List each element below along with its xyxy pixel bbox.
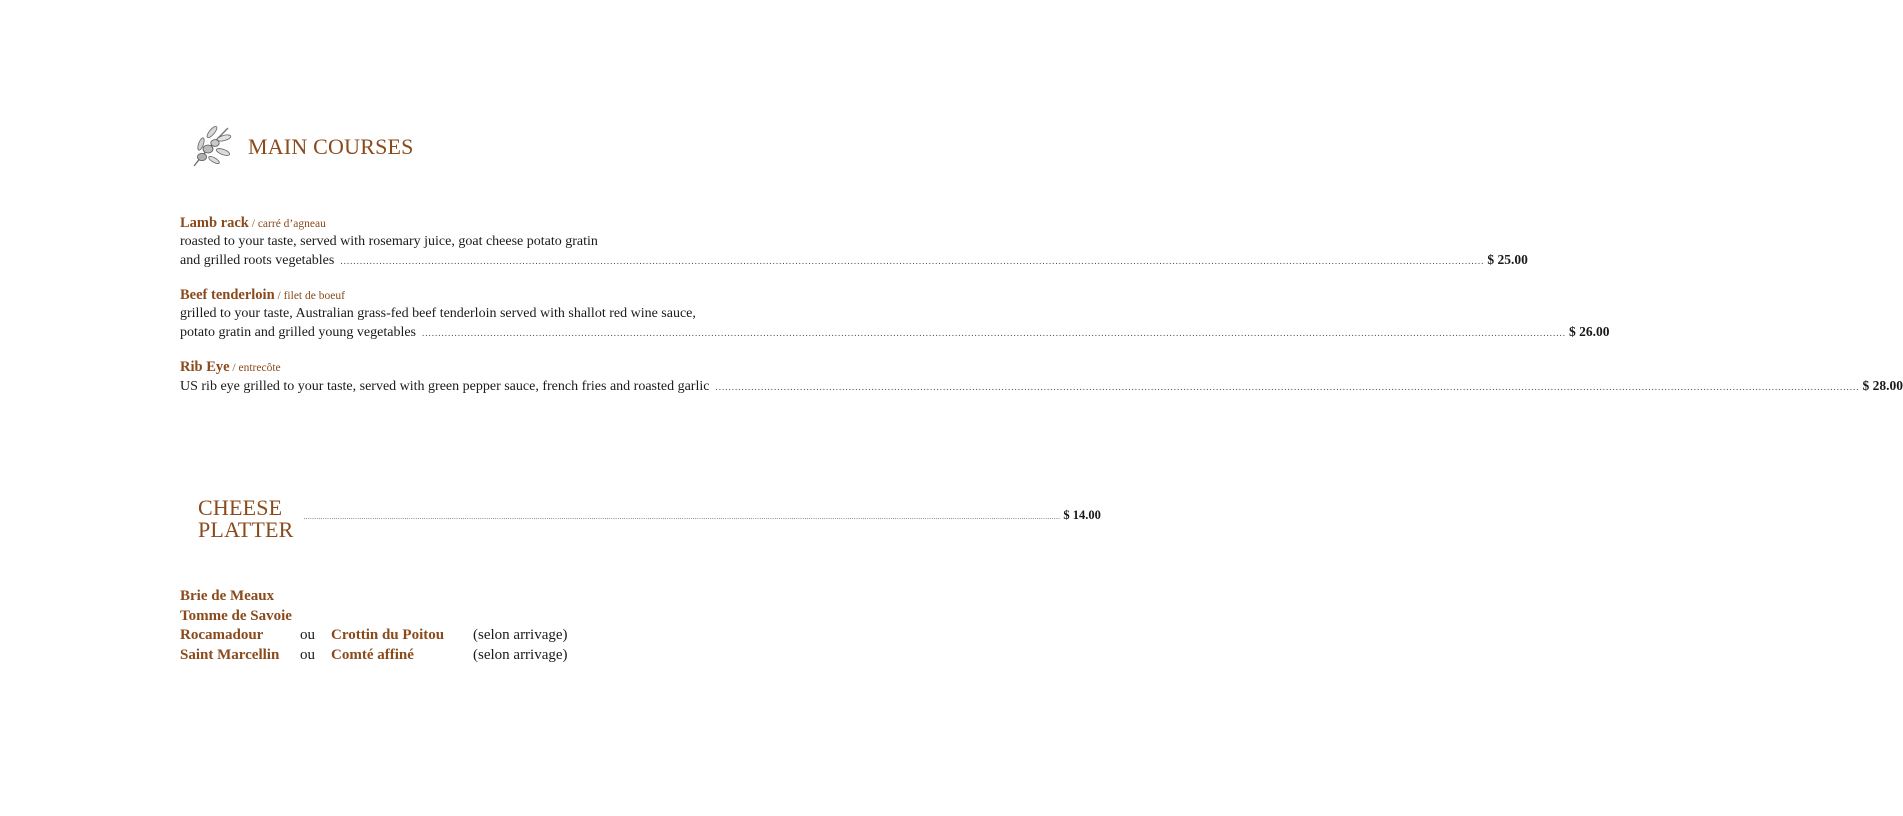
dish-description-line: and grilled roots vegetables xyxy=(180,253,335,268)
cheese-name: Tomme de Savoie xyxy=(180,607,292,624)
cheese-name: Rocamadour xyxy=(180,627,264,644)
cheese-list xyxy=(180,587,568,666)
section-title-main-courses: MAIN COURSES xyxy=(248,134,414,159)
cheese-platter-header xyxy=(186,494,1101,544)
cheese-row xyxy=(180,626,568,646)
dish-separator: / xyxy=(274,290,284,302)
olive-branch-icon xyxy=(188,122,236,172)
dish-separator: / xyxy=(248,218,258,230)
cheese-or: ou xyxy=(300,627,315,644)
menu-item-lamb-rack xyxy=(180,214,1528,270)
menu-item-rib-eye xyxy=(180,358,1903,396)
dish-name: Beef tenderloin xyxy=(180,287,275,303)
cheese-name: Saint Marcellin xyxy=(180,647,280,664)
cheese-name-alt: Comté affiné xyxy=(331,647,414,664)
cheese-row xyxy=(180,607,568,627)
dish-french-name: filet de boeuf xyxy=(283,290,345,302)
dish-description-line: roasted to your taste, served with rosemary juice, goat cheese potato gratin xyxy=(180,234,598,249)
dot-leader xyxy=(304,508,1061,526)
cheese-platter-price: $ 14.00 xyxy=(1063,508,1101,522)
dish-separator: / xyxy=(229,362,239,374)
dish-price: $ 26.00 xyxy=(1569,324,1610,339)
dish-description-line: potato gratin and grilled young vegetables xyxy=(180,325,416,340)
dish-name: Lamb rack xyxy=(180,215,249,231)
cheese-name-alt: Crottin du Poitou xyxy=(331,627,445,644)
cheese-or: ou xyxy=(300,647,315,664)
section-title-cheese-platter: CHEESE PLATTER xyxy=(198,495,294,542)
main-courses-header xyxy=(188,122,414,172)
availability-note: (selon arrivage) xyxy=(473,647,568,664)
dish-name: Rib Eye xyxy=(180,359,230,375)
dish-french-name: entrecôte xyxy=(238,362,281,374)
dish-price: $ 28.00 xyxy=(1862,378,1903,393)
dot-leader xyxy=(715,378,1859,396)
dot-leader xyxy=(340,252,1484,270)
dot-leader xyxy=(422,324,1566,342)
cheese-name: Brie de Meaux xyxy=(180,588,275,604)
cheese-row xyxy=(180,646,568,666)
dish-description-line: US rib eye grilled to your taste, served with green pepper sauce, french fries and roasted garlic xyxy=(180,379,710,394)
dish-price: $ 25.00 xyxy=(1487,252,1528,267)
dish-french-name: carré d’agneau xyxy=(257,218,326,230)
cheese-row xyxy=(180,587,568,607)
menu-item-beef-tenderloin xyxy=(180,286,1610,342)
availability-note: (selon arrivage) xyxy=(473,627,568,644)
dish-description-line: grilled to your taste, Australian grass-fed beef tenderloin served with shallot red wine sauce, xyxy=(180,306,696,321)
